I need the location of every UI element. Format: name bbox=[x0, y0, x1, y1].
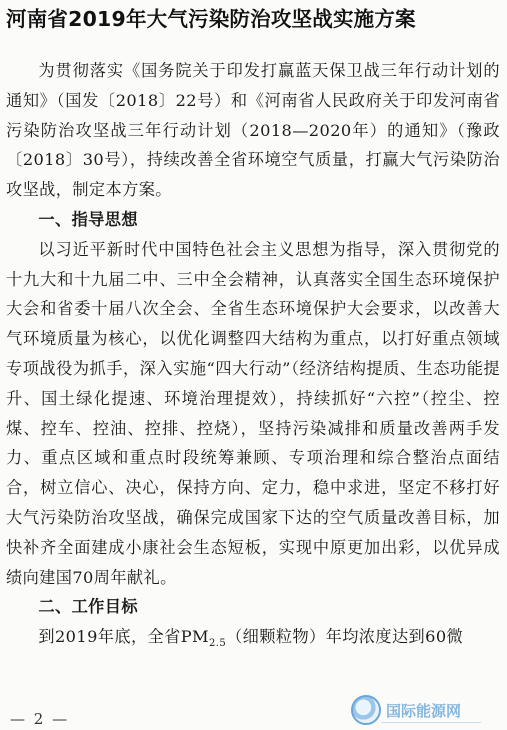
document-body bbox=[6, 56, 500, 659]
watermark-underline bbox=[381, 722, 481, 728]
energy-globe-logo-icon bbox=[351, 695, 381, 725]
intro-paragraph: 为贯彻落实《国务院关于印发打赢蓝天保卫战三年行动计划的通知》（国发〔2018〕22号）和《河南省人民政府关于印发河南省污染防治攻坚战三年行动计划（2018—2020年）的通知》（豫政〔2018〕30号），持续改善全省环境空气质量，打赢大气污染防治攻坚战，制定本方案。 bbox=[6, 61, 500, 200]
work-goals-paragraph bbox=[6, 622, 500, 659]
work-goals-text-start: 到2019年底，全省PM bbox=[38, 627, 209, 647]
watermark-text: 国际能源网 bbox=[386, 701, 462, 720]
work-goals-text-end: （细颗粒物）年均浓度达到60微 bbox=[226, 627, 464, 647]
section-heading-work-goals: 二、工作目标 bbox=[38, 597, 138, 617]
document-title: 河南省2019年大气污染防治攻坚战实施方案 bbox=[6, 7, 416, 31]
pm-subscript: 2.5 bbox=[208, 638, 227, 650]
page-number: — 2 — bbox=[10, 710, 70, 728]
guiding-ideology-paragraph: 以习近平新时代中国特色社会主义思想为指导，深入贯彻党的十九大和十九届二中、三中全会精神，认真落实全国生态环境保护大会和省委十届八次全会、全省生态环境保护大会要求，以改善大气环境质量为核心，以优化调整四大结构为重点，以打好重点领域专项战役为抓手，深入实施“四大行动”（经济结构提质、生态功能提升、国土绿化提速、环境治理提效），持续抓好“六控”（控尘、控煤、控车、控油、控排、控烧），坚持污染减排和质量改善两手发力、重点区域和重点时段统筹兼顾、专项治理和综合整治点面结合，树立信心、决心，保持方向、定力，稳中求进，坚定不移打好大气污染防治攻坚战，确保完成国家下达的空气质量改善目标，加快补齐全面建成小康社会生态短板，实现中原更加出彩，以优异成绩向建国70周年献礼。 bbox=[6, 239, 500, 587]
watermark bbox=[351, 694, 501, 726]
section-heading-guiding-ideology: 一、指导思想 bbox=[38, 209, 138, 229]
